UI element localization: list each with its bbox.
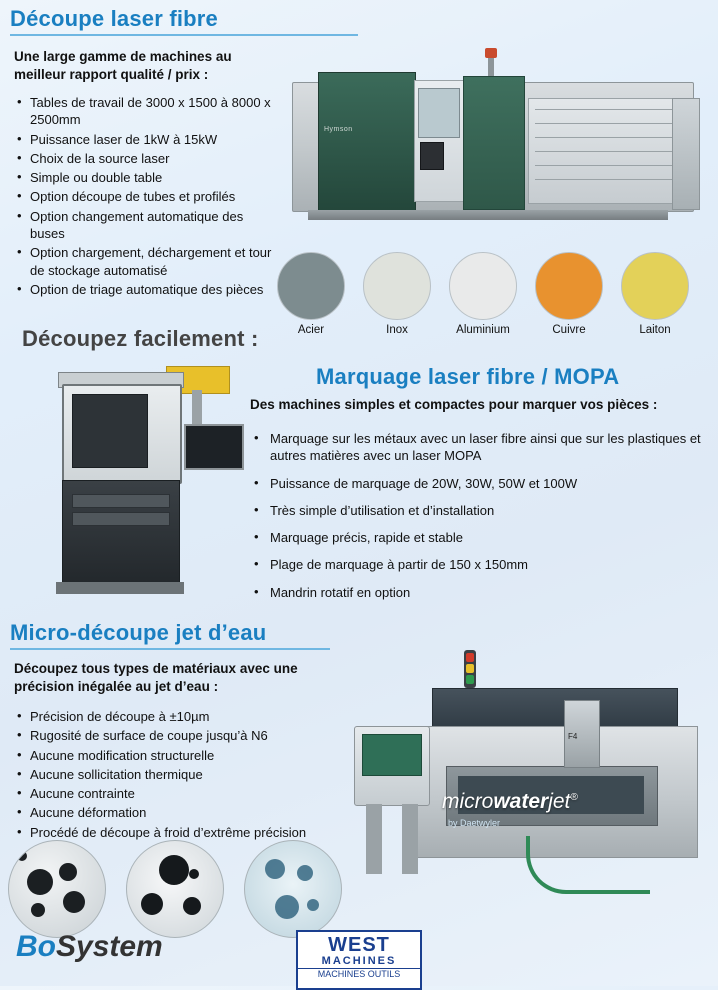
material-swatch (534, 252, 604, 336)
hose (526, 836, 650, 894)
section-waterjet-title-block (10, 620, 330, 650)
machine-logo (442, 790, 578, 814)
list-item: • Aucune modification structurelle (14, 747, 362, 764)
section-laser-intro: Une large gamme de machines au meilleur rapport qualité / prix : (14, 49, 232, 83)
section-laser-title-block (10, 6, 358, 36)
cnc-screen (362, 734, 422, 776)
material-label: Cuivre (552, 324, 586, 336)
section-waterjet-intro: Découpez tous types de matériaux avec une précision inégalée au jet d’eau : (14, 661, 298, 695)
machine-logo-subtitle: by Daetwyler (448, 818, 501, 828)
section-marquage-bullets (250, 430, 706, 611)
list-item: • Option chargement, déchargement et tour de stockage automatisé (14, 244, 276, 279)
machine-logo-registered: ® (570, 792, 578, 803)
sample-part-photo (244, 840, 342, 938)
list-item: • Mandrin rotatif en option (250, 584, 706, 601)
material-disc (277, 252, 345, 320)
machine-cabin-left (318, 72, 416, 214)
section-marquage-intro: Des machines simples et compactes pour marquer vos pièces : (250, 397, 658, 412)
company-logo-prefix: Bo (16, 930, 56, 963)
list-item: • Choix de la source laser (14, 150, 276, 167)
machine-tower (672, 98, 700, 210)
machine-base (308, 210, 668, 220)
marking-machine-image (42, 360, 247, 608)
materials-swatch-row (276, 252, 712, 354)
list-item: • Marquage sur les métaux avec un laser fibre ainsi que sur les plastiques et autres matières avec un laser MOPA (250, 430, 706, 465)
section-marquage-title-block (316, 364, 708, 390)
list-item: • Aucune sollicitation thermique (14, 766, 362, 783)
material-label: Acier (297, 324, 325, 336)
section-marquage-title: Marquage laser fibre / MOPA (316, 364, 620, 389)
machine-screen (420, 142, 444, 170)
machine-monitor (184, 424, 244, 470)
company-logo (16, 930, 163, 964)
material-label: Inox (386, 324, 408, 336)
title-rule (10, 648, 330, 650)
section-waterjet-title: Micro-découpe jet d’eau (10, 620, 267, 645)
material-swatch (620, 252, 690, 336)
west-logo-line3: MACHINES OUTILS (298, 968, 420, 980)
machine-drawer (72, 512, 170, 526)
list-item: • Option changement automatique des buses (14, 208, 276, 243)
list-item: • Précision de découpe à ±10µm (14, 708, 362, 725)
list-item: • Puissance laser de 1kW à 15kW (14, 131, 276, 148)
console-leg (402, 804, 418, 874)
sample-part-photo (8, 840, 106, 938)
laser-cutting-machine-image (278, 42, 708, 242)
list-item: • Tables de travail de 3000 x 1500 à 8000 x 2500mm (14, 94, 276, 129)
section-laser-title: Découpe laser fibre (10, 6, 218, 31)
material-disc (363, 252, 431, 320)
list-item: • Plage de marquage à partir de 150 x 150mm (250, 556, 706, 573)
west-logo-line2: MACHINES (321, 955, 397, 967)
machine-brand-label: Hymson (324, 126, 353, 133)
machine-window (418, 88, 460, 138)
list-item: • Très simple d’utilisation et d’installation (250, 502, 706, 519)
console-leg (366, 804, 382, 874)
list-item: • Procédé de découpe à froid d’extrême précision (14, 824, 362, 841)
machine-door (72, 394, 148, 468)
company-logo-main: System (56, 930, 163, 963)
sample-part-photo (126, 840, 224, 938)
list-item: • Option de triage automatique des pièces (14, 281, 276, 298)
material-label: Laiton (639, 324, 671, 336)
section-laser-subtitle: Découpez facilement : (22, 326, 259, 351)
material-label: Aluminium (456, 324, 510, 336)
material-disc (621, 252, 689, 320)
list-item: • Aucune déformation (14, 804, 362, 821)
title-rule (10, 34, 358, 36)
machine-logo-part3: jet (548, 790, 571, 813)
list-item: • Puissance de marquage de 20W, 30W, 50W et 100W (250, 475, 706, 492)
west-machines-logo (296, 930, 422, 990)
waterjet-machine-image (336, 640, 714, 890)
machine-base (56, 582, 184, 594)
list-item: • Aucune contrainte (14, 785, 362, 802)
section-laser-bullets (14, 94, 276, 300)
material-swatch (362, 252, 432, 336)
machine-table (528, 98, 690, 204)
list-item: • Simple ou double table (14, 169, 276, 186)
sample-parts-row (4, 840, 360, 940)
material-disc (535, 252, 603, 320)
material-swatch (448, 252, 518, 336)
list-item: • Option découpe de tubes et profilés (14, 188, 276, 205)
list-item: • Rugosité de surface de coupe jusqu’à N6 (14, 727, 362, 744)
signal-lamp-icon (464, 650, 476, 688)
cutting-head-label: F4 (568, 732, 578, 741)
machine-logo-part1: micro (442, 790, 494, 813)
material-swatch (276, 252, 346, 336)
machine-logo-part2: water (493, 790, 549, 813)
material-disc (449, 252, 517, 320)
west-logo-line1: WEST (328, 934, 390, 956)
list-item: • Marquage précis, rapide et stable (250, 529, 706, 546)
machine-cabin-right (463, 76, 525, 210)
section-waterjet-bullets (14, 708, 362, 843)
machine-drawer (72, 494, 170, 508)
